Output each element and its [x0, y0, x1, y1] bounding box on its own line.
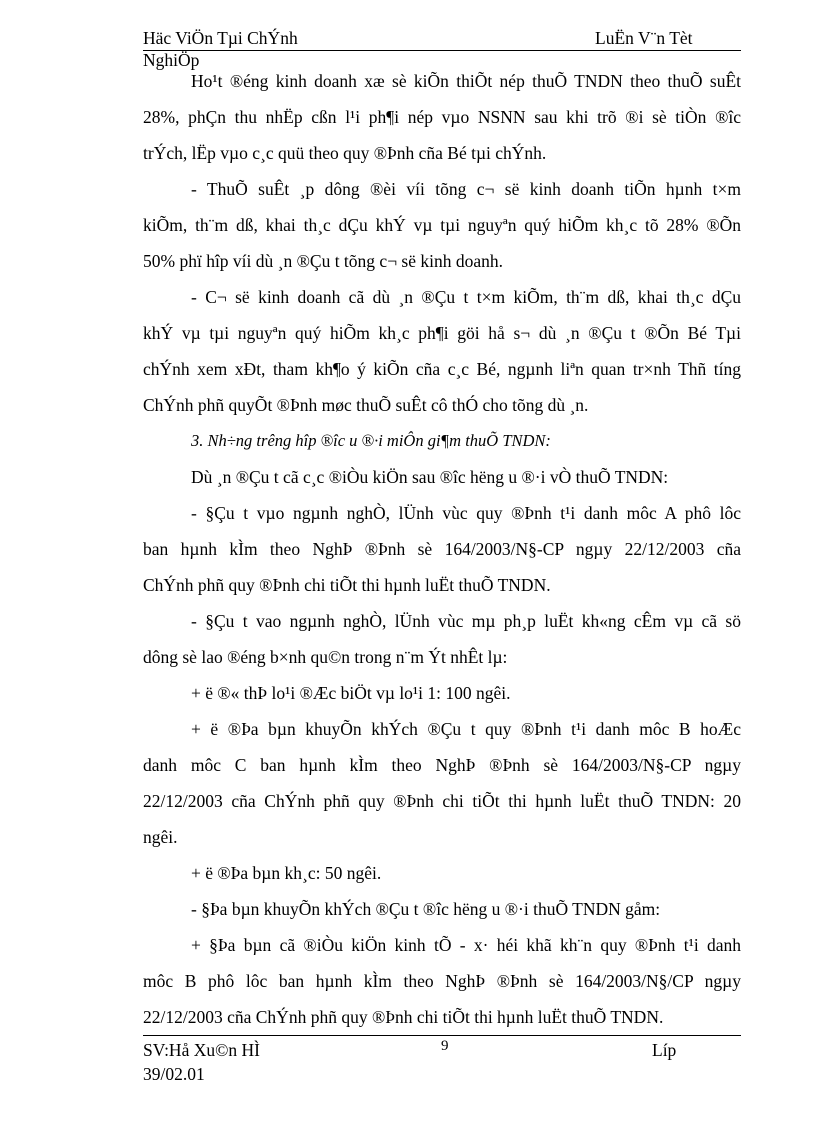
header-institution: Häc ViÖn Tµi ChÝnh [143, 28, 298, 48]
body-line: Ho¹t ®éng kinh doanh xæ sè kiÕn thiÕt nép thuÕ TNDN theo thuÕ suÊt [191, 71, 741, 91]
body-line: - ThuÕ suÊt ¸p dông ®èi víi tõng c¬ së kinh doanh tiÕn hµnh t×m [191, 179, 741, 199]
body-line: danh môc C ban hµnh kÌm theo NghÞ ®Þnh sè 164/2003/N§-CP ngµy [143, 755, 741, 775]
body-line: 22/12/2003 cña ChÝnh phñ quy ®Þnh chi tiÕt thi hµnh luËt thuÕ TNDN. [143, 1007, 664, 1027]
body-line: + ë ®Þa bµn khuyÕn khÝch ®Çu t quy ®Þnh t¹i danh môc B hoÆc [191, 719, 741, 739]
body-line: ChÝnh phñ quyÕt ®Þnh møc thuÕ suÊt cô thÓ cho tõng dù ¸n. [143, 395, 589, 415]
footer-class-code: 39/02.01 [143, 1064, 205, 1084]
body-line: - §Çu t vµo ngµnh nghÒ, lÜnh vùc quy ®Þnh t¹i danh môc A phô lôc [191, 503, 741, 523]
page-footer [143, 1035, 741, 1096]
page-number: 9 [441, 1038, 449, 1054]
section-heading: 3. Nh÷ng trêng hîp ®îc u ®·i miÔn gi¶m thuÕ TNDN: [191, 431, 551, 450]
body-line: + ë ®Þa bµn kh¸c: 50 ngêi. [191, 863, 382, 883]
footer-class-label: Líp [652, 1040, 677, 1060]
body-line: Dù ¸n ®Çu t cã c¸c ®iÒu kiÖn sau ®îc hëng u ®·i vÒ thuÕ TNDN: [191, 467, 669, 487]
body-line: trÝch, lËp vµo c¸c quü theo quy ®Þnh cña Bé tµi chÝnh. [143, 143, 547, 163]
body-line: + ë ®« thÞ lo¹i ®Æc biÖt vµ lo¹i 1: 100 ngêi. [191, 683, 511, 703]
body-line: môc B phô lôc ban hµnh kÌm theo NghÞ ®Þnh sè 164/2003/N§/CP ngµy [143, 971, 741, 991]
body-line: - §Þa bµn khuyÕn khÝch ®Çu t ®îc hëng u ®·i thuÕ TNDN gåm: [191, 899, 661, 919]
header-title-continuation: NghiÖp [143, 50, 200, 70]
body-line: - C¬ së kinh doanh cã dù ¸n ®Çu t t×m kiÕm, th¨m dß, khai th¸c dÇu [191, 287, 741, 307]
body-line: 22/12/2003 cña ChÝnh phñ quy ®Þnh chi tiÕt thi hµnh luËt thuÕ TNDN: 20 [143, 791, 741, 811]
body-line: 50% phï hîp víi dù ¸n ®Çu t tõng c¬ së kinh doanh. [143, 251, 504, 271]
body-line: kiÕm, th¨m dß, khai th¸c dÇu khÝ vµ tµi nguyªn quý hiÕm kh¸c tõ 28% ®Õn [143, 215, 741, 235]
body-line: ngêi. [143, 827, 178, 847]
page-header [143, 28, 741, 51]
footer-student-name: SV:Hå Xu©n HÌ [143, 1040, 260, 1060]
body-line: khÝ vµ tµi nguyªn quý hiÕm kh¸c ph¶i göi hå s¬ dù ¸n ®Çu t ®Õn Bé Tµi [143, 323, 741, 343]
body-line: dông sè lao ®éng b×nh qu©n trong n¨m Ýt nhÊt lµ: [143, 647, 508, 667]
body-line: chÝnh xem xÐt, tham kh¶o ý kiÕn cña c¸c Bé, ngµnh liªn quan tr×nh Thñ tíng [143, 359, 741, 379]
body-line: ChÝnh phñ quy ®Þnh chi tiÕt thi hµnh luËt thuÕ TNDN. [143, 575, 551, 595]
body-line: + §Þa bµn cã ®iÒu kiÖn kinh tÕ - x· héi khã kh¨n quy ®Þnh t¹i danh [191, 935, 741, 955]
body-line: - §Çu t vao ngµnh nghÒ, lÜnh vùc mµ ph¸p luËt kh«ng cÊm vµ cã sö [191, 611, 741, 631]
header-title: LuËn V¨n Tèt [595, 28, 693, 48]
body-line: 28%, phÇn thu nhËp cßn l¹i ph¶i nép vµo NSNN sau khi trõ ®i sè tiÒn ®îc [143, 107, 741, 127]
body-line: ban hµnh kÌm theo NghÞ ®Þnh sè 164/2003/N§-CP ngµy 22/12/2003 cña [143, 539, 741, 559]
